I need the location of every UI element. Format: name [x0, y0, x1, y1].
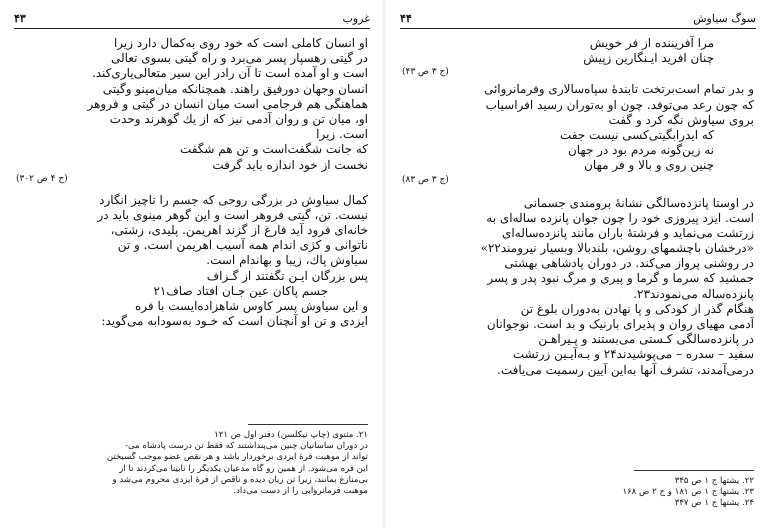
footnote-divider [248, 424, 368, 425]
verse-line: جسم پاکان عین جـان افتاد صاف۲۱ [153, 283, 328, 298]
footnote-line: ۲۲. یشتها ج ۱ ص ۳۴۵ [674, 476, 754, 486]
footnote-line: در دوران ساسانیان چنین می‌پنداشتند که فقط تن درست پادشاه می- [125, 441, 368, 452]
page-number: ۴۴ [400, 12, 412, 25]
body-line: بروی سیاوش نگه کرد و گفت [608, 112, 754, 127]
body-line: در اوستا پانزده‌سالگی نشانهٔ برومندی جسمانی [523, 195, 754, 210]
body-line: است و او آمده است تا آن رادر این سیر متعالی‌یاری‌کند. [91, 66, 368, 81]
right-body-text [402, 36, 754, 378]
body-line: که چون رعد می‌توفد. چون او به‌توران رسید افراسیاب [485, 97, 754, 112]
footnote-line: ۲۳. یشتها ج ۱ ص ۱۸۱ و ج ۲ ص ۱۶۸ [622, 487, 754, 498]
body-line: آدمی مهیای روان و پذیرای بارنیک و بد است. نوجوانان [486, 317, 754, 331]
body-line: ناتوانی و کژی اندام همه آسیب اهریمن است. و تن [117, 238, 368, 253]
footnote-line: بی‌منازع بمانند، زیرا تن زیان دیده و ناقص از فرهٔ ایزدی محروم می‌شد و [112, 474, 368, 485]
right-footnotes [402, 476, 754, 510]
body-line: او انسان کاملی است که خود روی به‌کمال دارد زیرا [113, 36, 368, 50]
verse-line: چنان افرید ایـنگارین زپیش [583, 51, 714, 66]
body-line: ایزدی و تن او آنچنان است که خـود به‌سودابه می‌گوید: [101, 314, 368, 329]
body-line: در روشنی پرواز می‌کند. در دوران پادشاهی بهشتی [504, 256, 754, 271]
left-page-header [14, 10, 370, 29]
verse-line: نخست از خود اندازه باید گرفت [212, 157, 368, 172]
footnote-line: موهبت فرمانروایی را از دست می‌داد. [233, 485, 368, 496]
verse-line: که جانت شگفت‌است و تن هم شگفت [179, 142, 368, 157]
body-line: جمشید که سرما و گرما و پیری و مرگ نبود پدر و پسر [487, 271, 754, 286]
body-line: پس بزرگان ایـن تگفتند از گـزاف [206, 268, 368, 283]
right-page [386, 0, 768, 528]
body-line: خانه‌ای فرود آید فارغ از گزند اهریمن. پلیدی، زشتی، [110, 223, 368, 238]
body-line: در پانزده‌سالگی کـستی می‌بستند و پـیراهـن [538, 332, 754, 347]
body-line: کمال سیاوش در بزرگی روحی که جسم را تاچیز انگارد [99, 192, 368, 207]
body-line: سیاوش پاك، زیبا و بهاندام است. [206, 253, 368, 268]
footnote-line: ۲۱. مثنوی (چاپ نیکلسن) دفتر اول ص ۱۲۱ [214, 430, 368, 440]
body-line: است. زیرا [316, 127, 368, 142]
body-line: در‌می‌آمدند، تشرف آنها به‌این آیین رسمیت می‌یافت. [497, 362, 754, 377]
body-line: او، میان تن و روان آدمی نیز که از یك گوهرند وحدت [109, 111, 368, 126]
footnote-divider [634, 470, 754, 471]
left-body-text [16, 36, 368, 329]
footnote-line: این فره می‌شود. از همین رو گاه مدعیان یکدیگر را نابینا می‌کردند تا از [119, 463, 368, 474]
right-page-header [400, 10, 756, 29]
body-line: انسان وجهان دورفیق راهند. همچنانکه میان‌مینو وگیتی [102, 81, 368, 96]
body-line: و بدر تمام است‌برتخت تابندهٔ سپاه‌سالاری وفرمانروائی [483, 82, 754, 97]
footnote-line: تواند از موهبت فرهٔ ایزدی برخوردار باشد و هر نقص عضو موجب گسیختن [106, 452, 368, 463]
left-page [0, 0, 382, 528]
verse-citation: (ج ۳ ص ۴۳) [402, 67, 449, 78]
body-line: سفید – سدره – می‌پوشیدند۲۴ و بـه‌آیـین زرتشت [512, 347, 754, 362]
verse-citation: (ج ۳ ص ۸۳) [402, 174, 449, 185]
body-line: زرتشت می‌نماید و فرشتهٔ باران مانند پانزده‌ساله‌ای [502, 225, 754, 240]
verse-line: چنین روی و بالا و فر مهان [584, 158, 714, 173]
body-line: است. ایزد پیروزی خود را چون جوان پانزده ساله‌ای به [486, 210, 754, 225]
verse-line: نه زین‌گونه مردم بود در جهان [567, 143, 714, 158]
body-line: هماهنگی هم فرجامی است میان انسان در گیتی و فروهر [87, 96, 368, 111]
body-line: پانزده‌ساله می‌نمودند۲۳. [633, 286, 754, 301]
body-line: و این سیاوش پسر کاوس شاهزاده‌ایست با فره [135, 299, 368, 313]
verse-line: مرا آفریننده از فر خویش [589, 36, 714, 50]
running-title: غروب [342, 12, 370, 25]
page-number: ۴۳ [14, 12, 26, 25]
running-title: سوگ سیاوش [693, 12, 756, 25]
left-footnotes [16, 430, 368, 497]
verse-citation: (ج ۴ ص ۳۰۲) [16, 173, 68, 184]
body-line: در گیتی رهسپار پسر می‌برد و راه گیتی بسوی تعالی [111, 51, 368, 66]
verse-line: که ایدر‌ابگیتی‌کسی نیست جفت [559, 127, 714, 142]
footnote-line: ۲۴. یشتها ج ۱ ص ۳۴۷ [674, 498, 754, 509]
body-line: «درخشان باچشمهای روشن، بلندبالا وبسیار نیرومند۲۲» [480, 241, 754, 256]
body-line: هنگام گذر از کودکی و پا نهادن به‌دوران بلوغ تن [520, 301, 754, 316]
body-line: نیست. تن، گیتی فروهر است و این گوهر مینوی باید در [97, 207, 368, 222]
